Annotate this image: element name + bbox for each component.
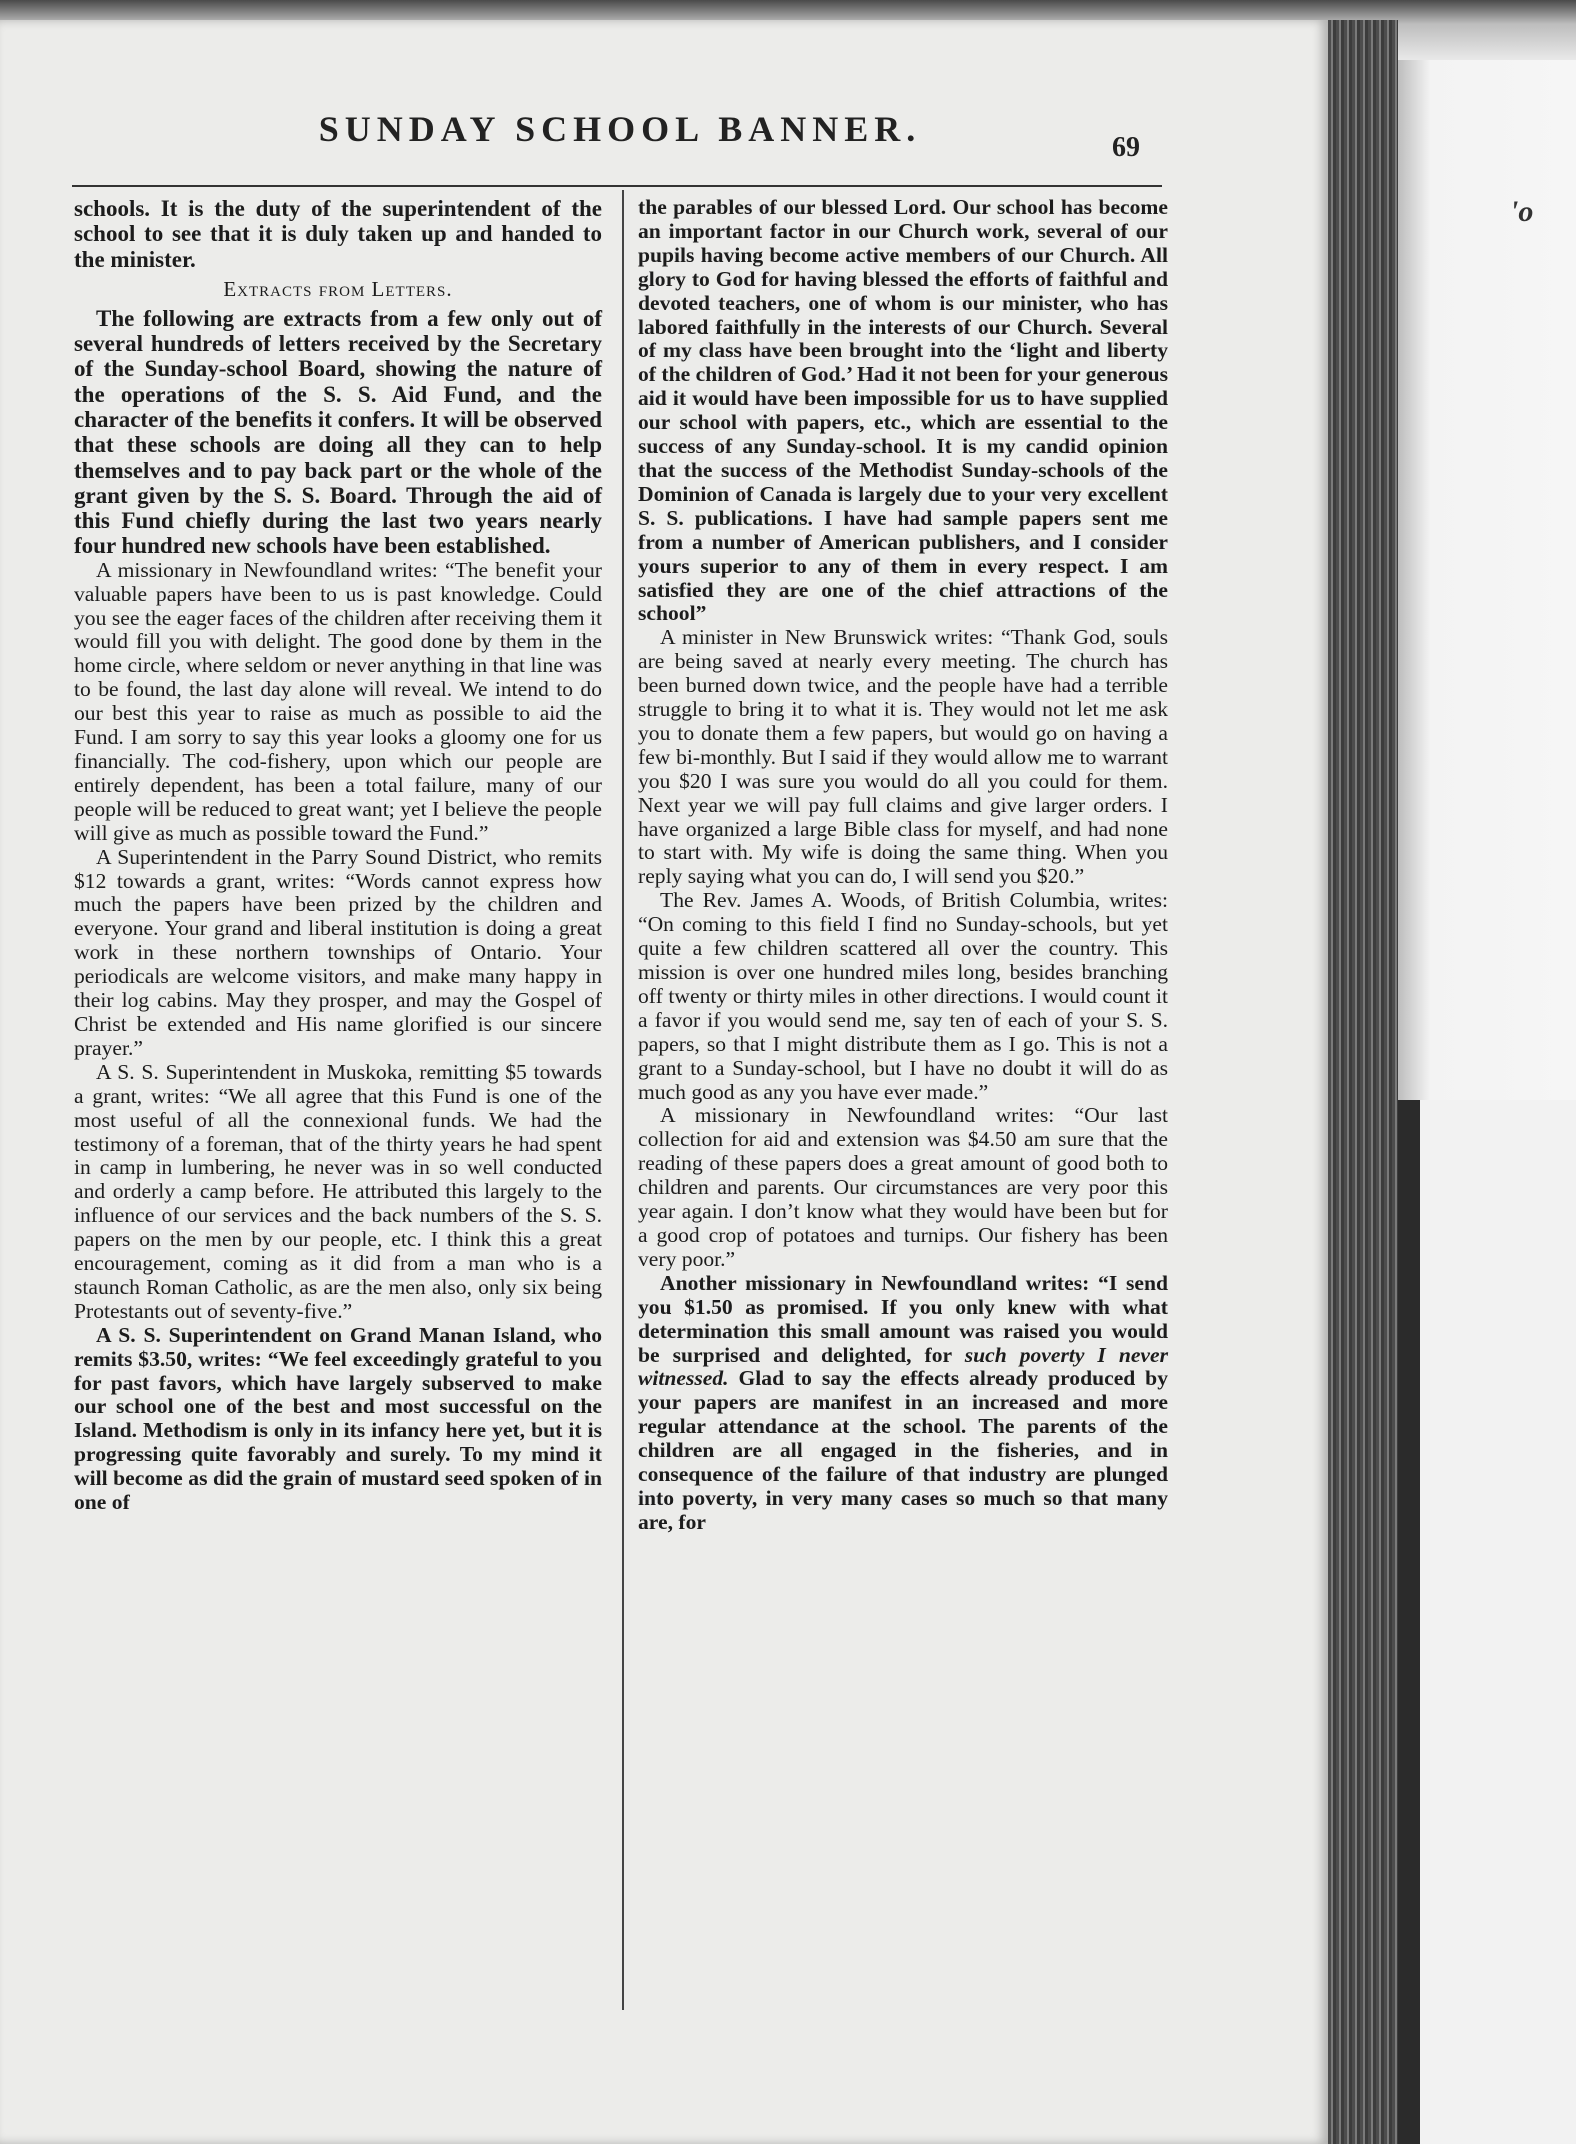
adjacent-page-text-fragment: 'o <box>1510 195 1534 228</box>
page-number: 69 <box>1112 132 1140 163</box>
left-column <box>74 196 602 1515</box>
left-paragraph-6: A S. S. Superintendent on Grand Manan Island, who remits $3.50, writes: “We feel exceedingly grateful to you for past favors, which have largely subserved to make our school one of the best and most successful on the Island. Methodism is only in its infancy here yet, but it is progressing quite favorably and surely. To my mind it will become as did the grain of mustard seed spoken of in one of <box>74 1322 602 1515</box>
left-paragraph-3: A missionary in Newfoundland writes: “The benefit your valuable papers have been to us is past knowledge. Could you see the eager faces of the children after receiving them it would fill you with delight. The good done by them in the home circle, where seldom or never anything in that line was to be found, the last day alone will reveal. We intend to do our best this year to raise as much as possible to aid the Fund. I am sorry to say this year looks a gloomy one for us financially. The cod-fishery, upon which our people are entirely dependent, has been a total failure, many of our people will be reduced to great want; yet I believe the people will give as much as possible toward the Fund.” <box>74 557 602 845</box>
left-paragraph-4: A Superintendent in the Parry Sound District, who remits $12 towards a grant, writes: “Words cannot express how much the papers have been prized by the children and everyone. Your grand and liberal institution is doing a great work in these northern townships of Ontario. Your periodicals are welcome visitors, and make many happy in their log cabins. May they prosper, and may the Gospel of Christ be extended and His name glorified is our sincere prayer.” <box>74 844 602 1060</box>
right-paragraph-2: A minister in New Brunswick writes: “Thank God, souls are being saved at nearly every meeting. The church has been burned down twice, and the people have had a terrible struggle to bring it to what it is. They would not let me ask you to donate them a few papers, but would go on having a few bi-monthly. But I said if they would allow me to warrant you $20 I was sure you would do all you could for them. Next year we will pay full claims and give larger orders. I have organized a large Bible class for myself, and had none to start with. My wife is doing the same thing. When you reply saying what you can do, I will send you $20.” <box>638 625 1168 889</box>
right-paragraph-1: the parables of our blessed Lord. Our school has become an important factor in our Church work, several of our pupils having become active members of our Church. All glory to God for having blessed the efforts of faithful and devoted teachers, one of whom is our minister, who has labored faithfully in the interests of our Church. Several of my class have been brought into the ‘light and liberty of the children of God.’ Had it not been for your generous aid it would have been impossible for us to have supplied our school with papers, etc., which are essential to the success of any Sunday-school. It is my candid opinion that the success of the Methodist Sunday-schools of the Dominion of Canada is largely due to your very excellent S. S. publications. I have had sample papers sent me from a number of American publishers, and I consider yours superior to any of them in every respect. I am satisfied they are one of the chief attractions of the school” <box>638 195 1168 626</box>
column-divider <box>622 190 624 2010</box>
right-paragraph-5-start: Another missionary in Newfoundland writes: “I send you $1.50 as promised. If you only knew with what determination this small amount was raised you would be surprised and delighted, for <box>638 1270 1168 1367</box>
left-paragraph-2: The following are extracts from a few only out of several hundreds of letters received by the Secretary of the Sunday-school Board, showing the nature of the operations of the S. S. Aid Fund, and the character of the benefits it confers. It will be observed that these schools are doing all they can to help themselves and to pay back part or the whole of the grant given by the S. S. Board. Through the aid of this Fund chiefly during the last two years nearly four hundred new schools have been established. <box>74 305 602 559</box>
right-paragraph-4: A missionary in Newfoundland writes: “Our last collection for aid and extension was $4.50 am sure that the reading of these papers does a great amount of good both to children and parents. Our circumstances are very poor this year again. I don’t know what they would have been but for a good crop of potatoes and turnips. Our fishery has been very poor.” <box>638 1103 1168 1271</box>
running-header-title: SUNDAY SCHOOL BANNER. <box>318 109 922 149</box>
adjacent-page <box>1398 60 1576 1100</box>
left-paragraph-5: A S. S. Superintendent in Muskoka, remitting $5 towards a grant, writes: “We all agree that this Fund is one of the most useful of all the connexional funds. We had the testimony of a foreman, that of the thirty years he had spent in camp in lumbering, he never was in so well conducted and orderly a camp before. He attributed this largely to the influence of our services and the back numbers of the S. S. papers on the men by our people, etc. I think this a great encouragement, coming as it did from a man who is a staunch Roman Catholic, as are the men also, only six being Protestants out of seventy-five.” <box>74 1059 602 1323</box>
left-paragraph-1: schools. It is the duty of the superintendent of the school to see that it is duly taken up and handed to the minister. <box>74 196 602 272</box>
right-column <box>638 196 1168 1535</box>
book-page-edges <box>1328 20 1398 2144</box>
right-paragraph-3: The Rev. James A. Woods, of British Columbia, writes: “On coming to this field I find no Sunday-schools, but yet quite a few children scattered all over the country. This mission is over one hundred miles long, besides branching off twenty or thirty miles in other directions. I would count it a favor if you would send me, say ten of each of your S. S. papers, so that I might distribute them as I go. This is not a grant to a Sunday-school, but I have no doubt it will do as much good as any you have ever made.” <box>638 888 1168 1104</box>
right-paragraph-5-italic: such poverty I never witnessed. <box>638 1342 1168 1391</box>
right-paragraph-5 <box>638 1272 1168 1535</box>
header-rule <box>72 185 1162 187</box>
right-paragraph-5-end: Glad to say the effects already produced by your papers are manifest in an increased and more regular attendance at the school. The parents of the children are all engaged in the fisheries, and in consequence of the failure of that industry are plunged into poverty, in very many cases so much so that many are, for <box>638 1366 1168 1534</box>
section-subheading: Extracts from Letters. <box>223 276 453 301</box>
adjacent-page-lower <box>1420 1100 1576 2144</box>
